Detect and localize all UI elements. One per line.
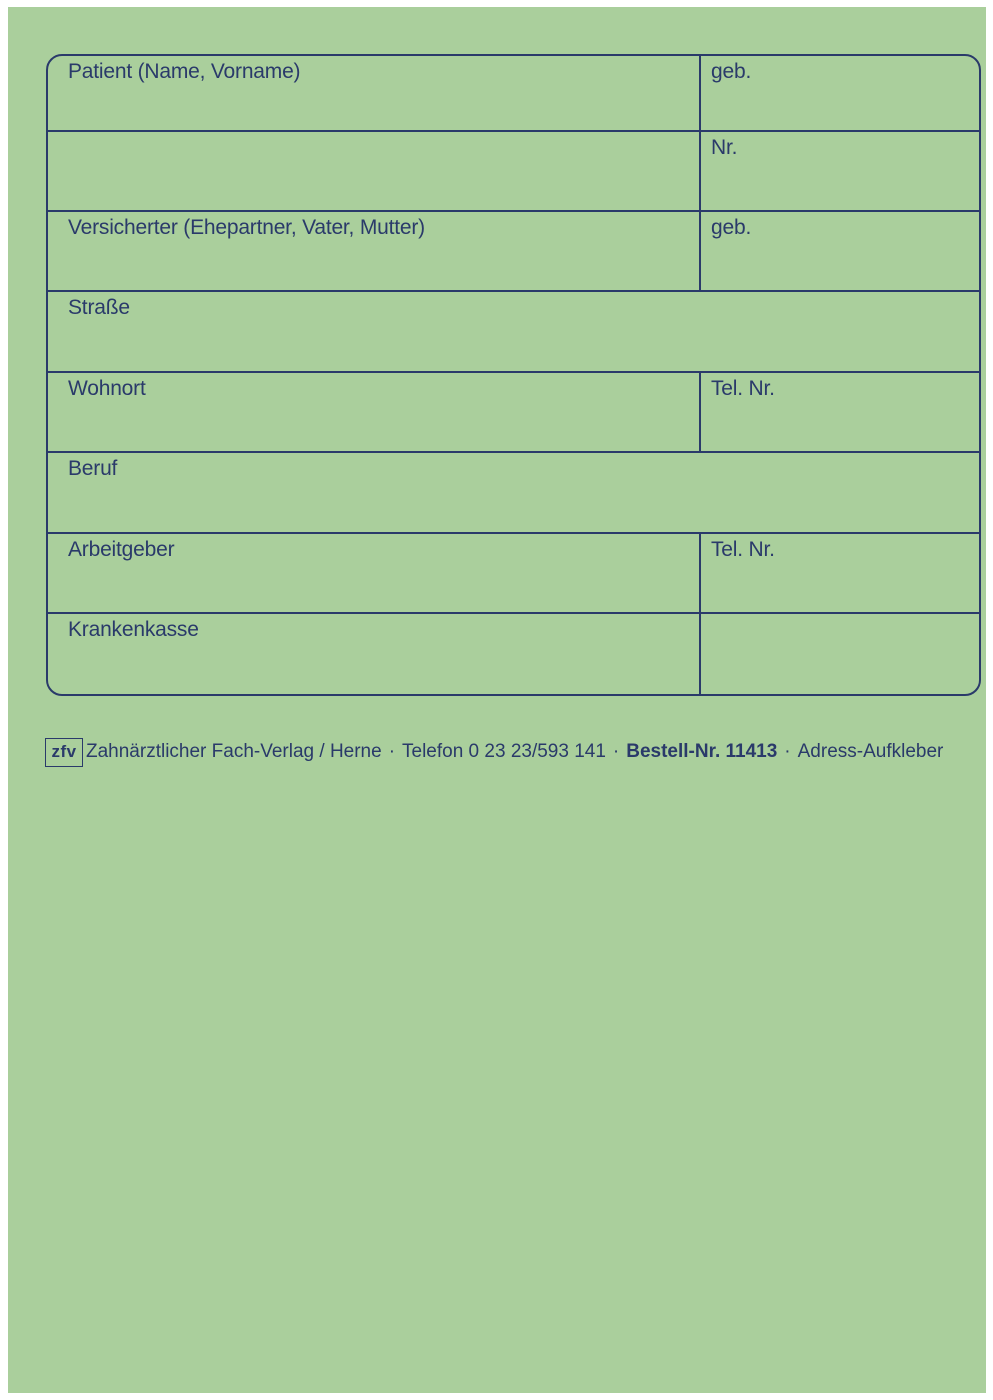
patient-name-field — [48, 56, 699, 130]
form-row-employer — [48, 534, 979, 614]
residence-phone-field — [699, 373, 979, 451]
occupation-field — [48, 453, 979, 532]
form-row-street — [48, 292, 979, 373]
employer-label: Arbeitgeber — [68, 538, 175, 561]
residence-label: Wohnort — [68, 377, 146, 400]
number-label: Nr. — [711, 136, 738, 159]
street-label: Straße — [68, 296, 130, 319]
form-row-insurance — [48, 614, 979, 696]
street-field — [48, 292, 979, 371]
insured-person-label: Versicherter (Ehepartner, Vater, Mutter) — [68, 216, 425, 239]
form-row-insured — [48, 212, 979, 292]
publisher-footer — [45, 736, 943, 768]
footer-separator: · — [612, 741, 620, 762]
number-field — [699, 132, 979, 210]
product-name: Adress-Aufkleber — [797, 741, 944, 762]
insured-birthdate-field — [699, 212, 979, 290]
patient-form — [46, 54, 981, 696]
form-row-patient — [48, 56, 979, 132]
publisher-phone: Telefon 0 23 23/593 141 — [402, 741, 606, 762]
form-row-occupation — [48, 453, 979, 534]
patient-name-label: Patient (Name, Vorname) — [68, 60, 301, 83]
residence-field — [48, 373, 699, 451]
health-insurance-label: Krankenkasse — [68, 618, 199, 641]
employer-phone-label: Tel. Nr. — [711, 538, 775, 561]
footer-separator: · — [388, 741, 396, 762]
form-sheet — [8, 7, 986, 1393]
form-row-residence — [48, 373, 979, 453]
patient-name-continued-field — [48, 132, 699, 210]
employer-phone-field — [699, 534, 979, 612]
publisher-name: Zahnärztlicher Fach-Verlag / Herne — [86, 741, 382, 762]
patient-birthdate-field — [699, 56, 979, 130]
zfv-logo: zfv — [45, 738, 83, 767]
residence-phone-label: Tel. Nr. — [711, 377, 775, 400]
occupation-label: Beruf — [68, 457, 118, 480]
order-number: Bestell-Nr. 11413 — [626, 741, 778, 762]
insured-birthdate-label: geb. — [711, 216, 752, 239]
health-insurance-extra-field — [699, 614, 979, 696]
patient-birthdate-label: geb. — [711, 60, 752, 83]
insured-person-field — [48, 212, 699, 290]
employer-field — [48, 534, 699, 612]
health-insurance-field — [48, 614, 699, 696]
form-row-number — [48, 132, 979, 212]
footer-separator: · — [784, 741, 791, 762]
